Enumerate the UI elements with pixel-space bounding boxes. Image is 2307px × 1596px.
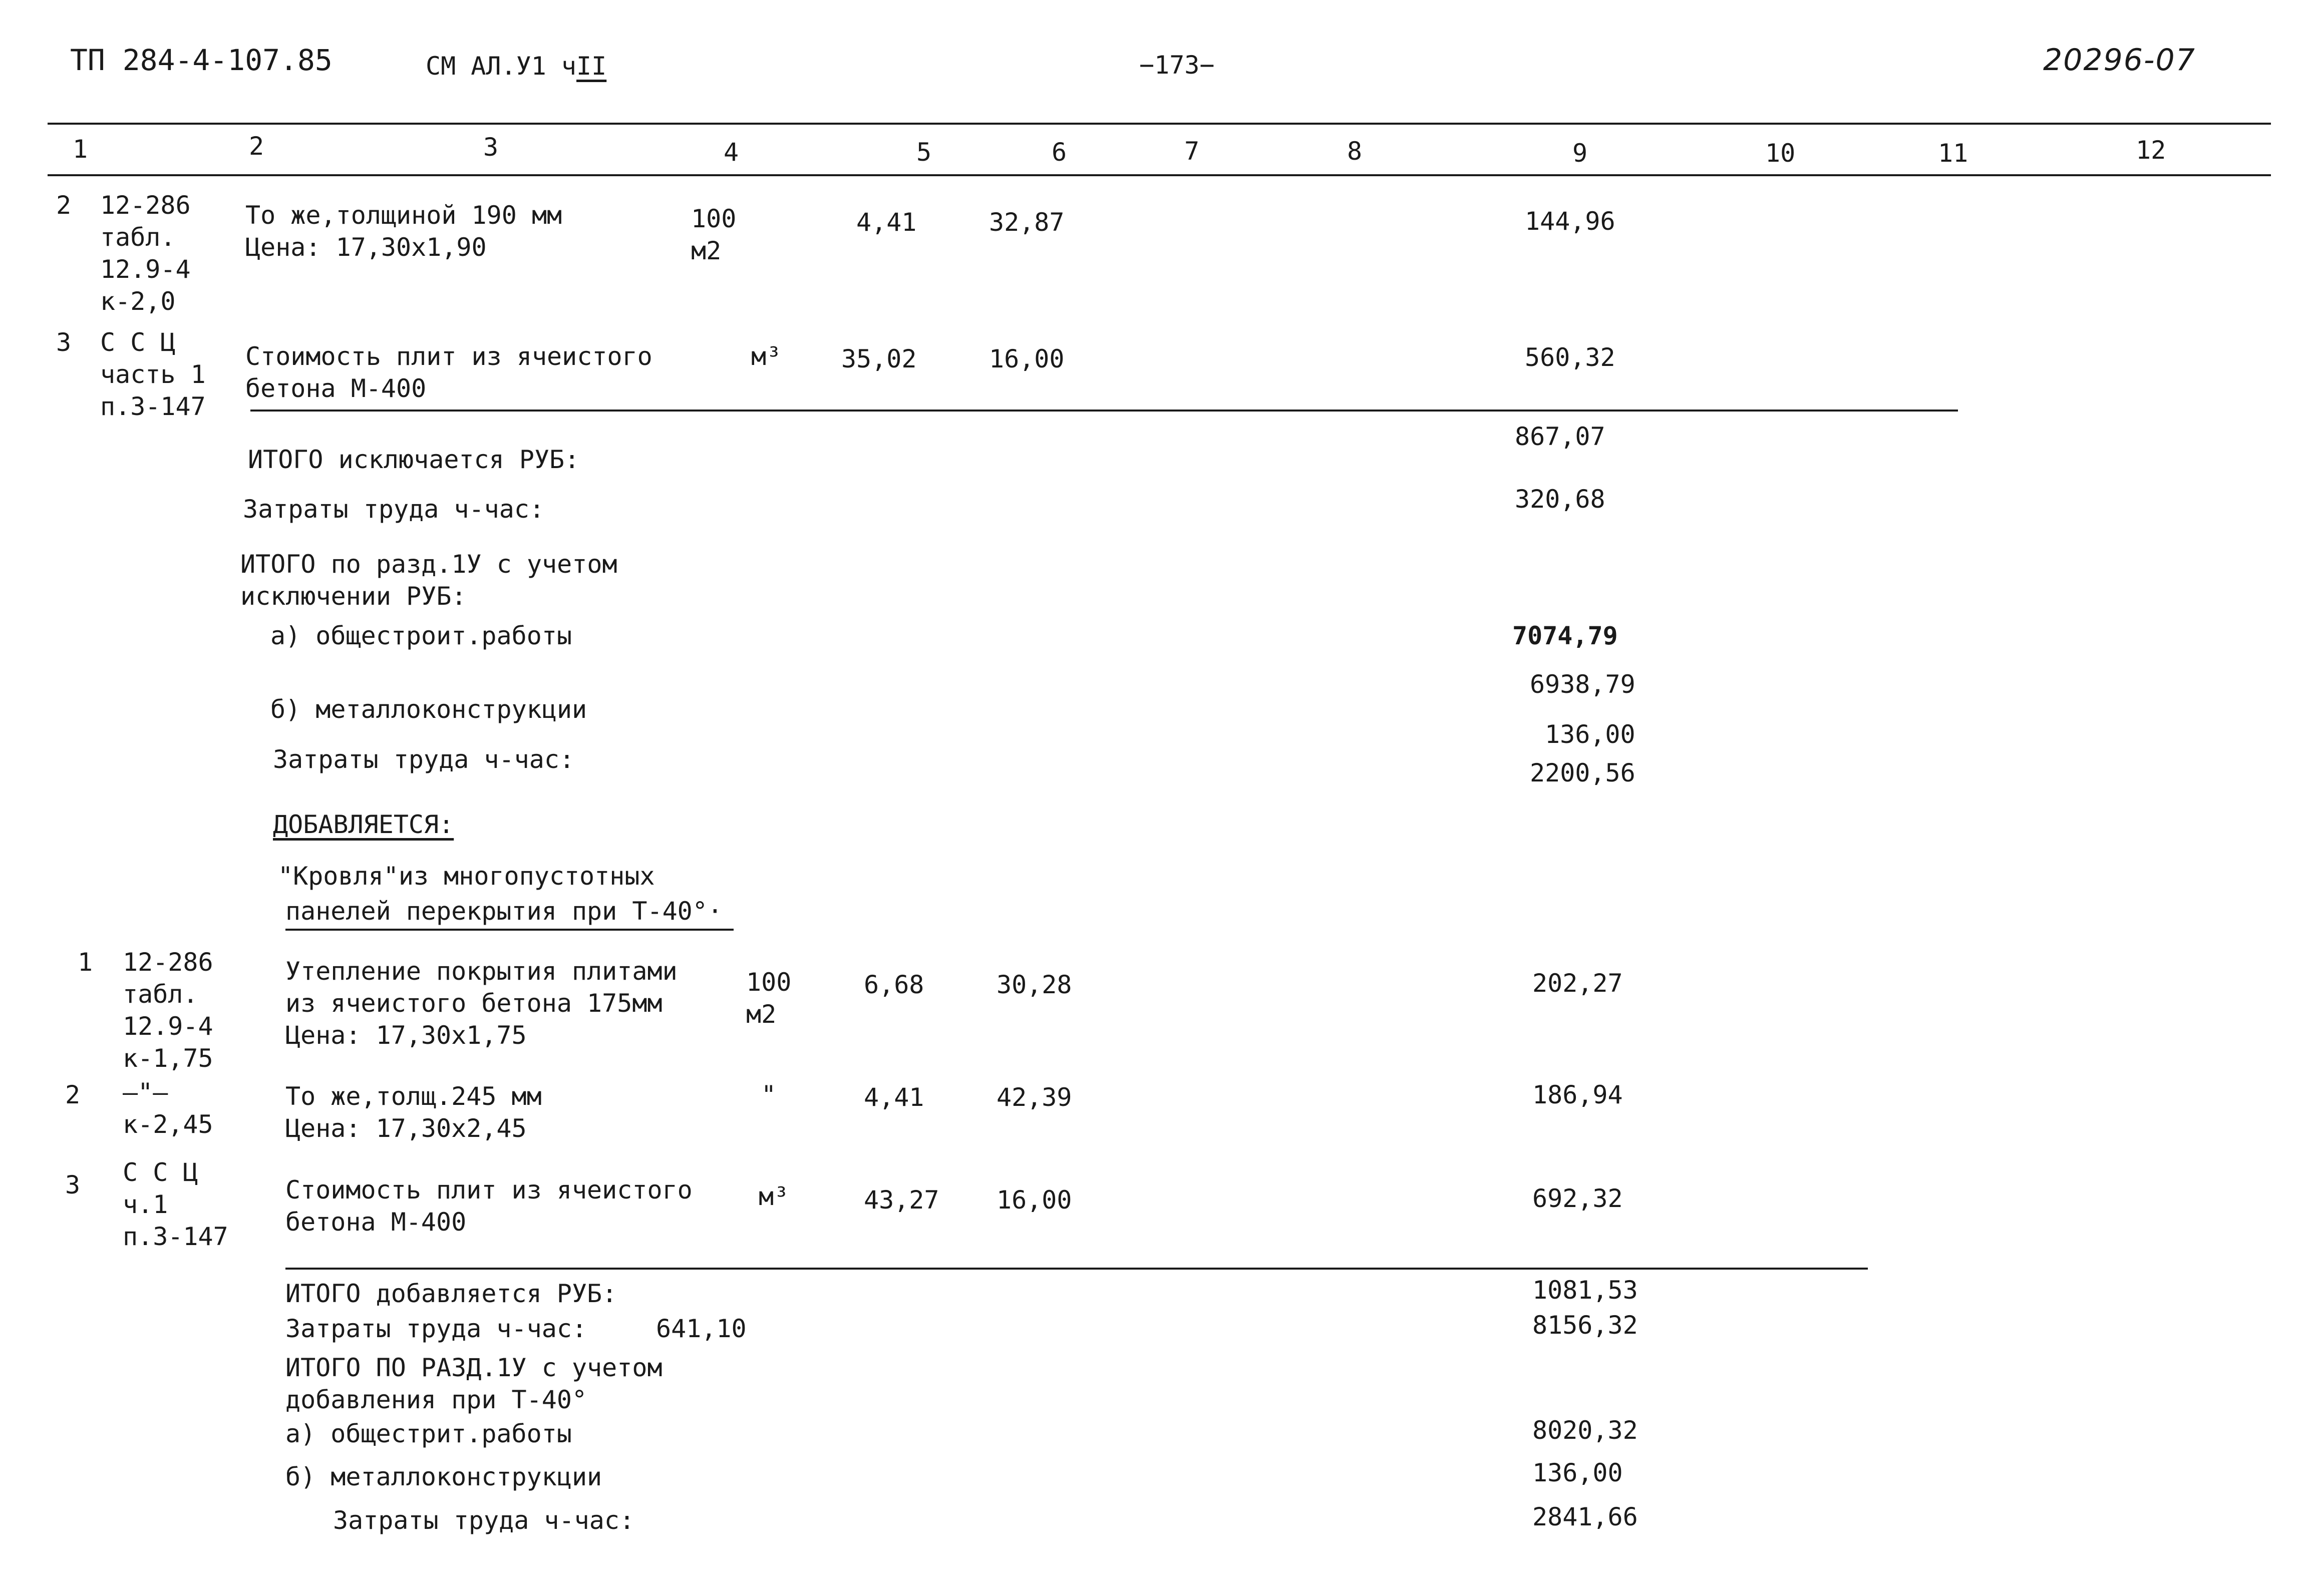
subtotal-rule	[250, 410, 1958, 412]
labor-2-label: Затраты труда ч-час:	[273, 745, 575, 774]
row-name: То же,толщ.245 мм Цена: 17,30х2,45	[285, 1082, 542, 1143]
album-part: II	[576, 52, 607, 81]
labor-3-total: 8156,32	[1532, 1311, 1638, 1340]
row-qty: 43,27	[864, 1185, 939, 1215]
col-header-6: 6	[1052, 138, 1067, 167]
col-header-10: 10	[1765, 139, 1796, 168]
row-code: 12-286 табл. 12.9-4 к-2,0	[100, 191, 191, 316]
metal-structures-value: 136,00	[1545, 720, 1635, 749]
labor-2-value: 2200,56	[1530, 758, 1635, 787]
row-total: 560,32	[1525, 343, 1615, 372]
col-header-12: 12	[2136, 136, 2166, 165]
row-code: С С Ц ч.1 п.3-147	[123, 1158, 228, 1251]
col-header-9: 9	[1572, 139, 1588, 168]
added-subheading-1: "Кровля"из многопустотных	[278, 862, 655, 891]
labor-value: 320,68	[1515, 485, 1605, 514]
doc-code: ТП 284-4-107.85	[70, 43, 333, 77]
metal-structures-2-value: 136,00	[1532, 1458, 1623, 1487]
labor-4-label: Затраты труда ч-час:	[333, 1506, 635, 1535]
album-code-main: СМ АЛ.У1 ч	[426, 52, 577, 81]
col-header-7: 7	[1184, 137, 1200, 166]
row-unit: 100 м2	[746, 968, 792, 1029]
row-qty: 4,41	[864, 1083, 924, 1112]
itogo-excluded-label: ИТОГО исключается РУБ:	[248, 445, 580, 474]
row-unit: 100 м2	[691, 204, 737, 265]
col-header-4: 4	[724, 138, 739, 167]
itogo-added-label: ИТОГО добавляется РУБ:	[285, 1279, 617, 1308]
row-unit: м³	[751, 342, 782, 371]
row-unit: м³	[759, 1182, 789, 1211]
row-price: 16,00	[989, 344, 1065, 373]
row-number: 3	[56, 328, 72, 357]
row-qty: 6,68	[864, 970, 924, 999]
row-price: 42,39	[997, 1083, 1072, 1112]
row-total: 144,96	[1525, 207, 1615, 236]
subtotal-rule-2	[285, 1268, 1868, 1270]
col-header-2: 2	[249, 132, 264, 161]
row-name: То же,толщиной 190 мм Цена: 17,30х1,90	[245, 201, 562, 262]
row-name: Стоимость плит из ячеистого бетона М-400	[245, 342, 652, 403]
page-number: −173−	[1139, 51, 1215, 80]
general-works-2-value: 8020,32	[1532, 1416, 1638, 1445]
album-code	[426, 50, 606, 82]
header-bottom-rule	[48, 174, 2271, 176]
itogo-added-value: 1081,53	[1532, 1276, 1638, 1305]
row-code: С С Ц часть 1 п.3-147	[100, 328, 206, 421]
row-price: 30,28	[997, 970, 1072, 999]
row-code: 12-286 табл. 12.9-4 к-1,75	[123, 948, 213, 1073]
row-code: —"— к-2,45	[123, 1078, 213, 1139]
col-header-8: 8	[1347, 137, 1363, 166]
general-works-2-label: а) общестрит.работы	[285, 1419, 572, 1448]
col-header-3: 3	[483, 133, 499, 162]
labor-3-value: 641,10	[656, 1314, 747, 1343]
row-number: 2	[65, 1080, 81, 1109]
row-number: 2	[56, 191, 72, 220]
row-number: 3	[65, 1170, 81, 1200]
added-heading: ДОБАВЛЯЕТСЯ:	[273, 810, 454, 839]
row-total: 186,94	[1532, 1080, 1623, 1109]
row-total: 202,27	[1532, 969, 1623, 998]
metal-structures-label: б) металлоконструкции	[270, 695, 587, 724]
inventory-number: 20296-07	[2043, 43, 2196, 78]
labor-4-value: 2841,66	[1532, 1502, 1638, 1531]
section-total-label: ИТОГО по разд.1У с учетом исключении РУБ:	[240, 550, 617, 611]
row-qty: 4,41	[856, 208, 917, 237]
row-total: 692,32	[1532, 1184, 1623, 1213]
general-works-value: 7074,79	[1512, 621, 1618, 650]
row-price: 32,87	[989, 208, 1065, 237]
subheading-rule	[285, 929, 734, 931]
row-unit: "	[761, 1080, 777, 1109]
row-number: 1	[78, 948, 93, 977]
row-name: Стоимость плит из ячеистого бетона М-400	[285, 1175, 693, 1237]
labor-label: Затраты труда ч-час:	[243, 495, 545, 524]
metal-structures-2-label: б) металлоконструкции	[285, 1462, 602, 1491]
header-top-rule	[48, 123, 2271, 125]
row-qty: 35,02	[841, 344, 917, 373]
col-header-1: 1	[73, 135, 88, 164]
general-works-value-2: 6938,79	[1530, 670, 1635, 699]
section-2-total-label: ИТОГО ПО РАЗД.1У с учетом добавления при Т-40°	[285, 1353, 663, 1414]
general-works-label: а) общестроит.работы	[270, 621, 572, 650]
added-subheading-2: панелей перекрытия при Т-40°·	[285, 897, 723, 926]
col-header-5: 5	[916, 138, 932, 167]
itogo-excluded-value: 867,07	[1515, 422, 1605, 451]
row-price: 16,00	[997, 1185, 1072, 1215]
col-header-11: 11	[1938, 139, 1968, 168]
labor-3-label: Затраты труда ч-час:	[285, 1314, 587, 1343]
row-name: Утепление покрытия плитами из ячеистого бетона 175мм Цена: 17,30х1,75	[285, 957, 678, 1050]
